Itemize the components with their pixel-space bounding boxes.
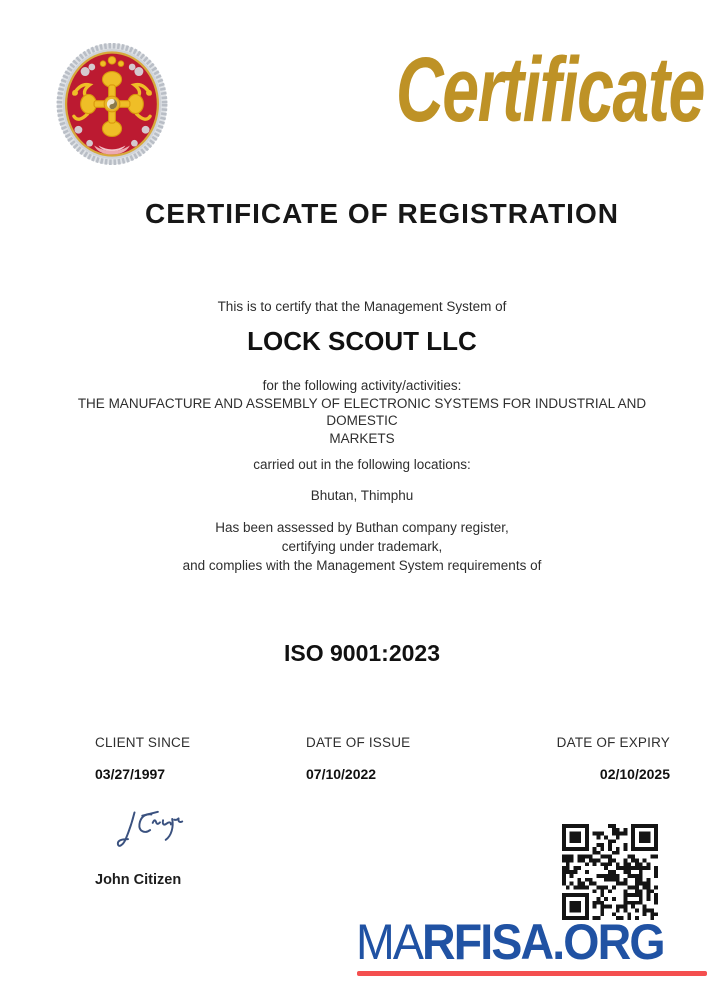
- brand-logo-link[interactable]: [356, 914, 664, 970]
- iso-standard: ISO 9001:2023: [283, 640, 440, 666]
- brand-rest: RFISA.ORG: [422, 914, 664, 970]
- activity-line: THE MANUFACTURE AND ASSEMBLY OF ELECTRONIC SYSTEMS FOR INDUSTRIAL AND: [77, 395, 647, 411]
- assessment-line: certifying under trademark,: [281, 539, 443, 554]
- assessment-block: [2, 518, 720, 575]
- locations-intro: carried out in the following locations:: [253, 457, 471, 472]
- client-since-column: [95, 735, 190, 782]
- signatory-name: John Citizen: [95, 872, 182, 888]
- activity-line: DOMESTIC: [326, 413, 398, 428]
- certificate-title: CERTIFICATE OF REGISTRATION: [145, 198, 619, 229]
- brand-prefix: MA: [356, 914, 423, 970]
- client-since-value: 03/27/1997: [95, 766, 166, 782]
- date-of-issue-column: [306, 735, 410, 782]
- activity-intro: for the following activity/activities:: [262, 378, 462, 393]
- bhutan-national-emblem-icon: [56, 42, 168, 166]
- assessment-line: and complies with the Management System requirements of: [182, 558, 542, 573]
- date-of-expiry-value: 02/10/2025: [599, 766, 670, 782]
- company-name: LOCK SCOUT LLC: [247, 326, 477, 356]
- assessment-line: Has been assessed by Buthan company register,: [215, 520, 509, 535]
- certificate-script-heading: Certificate: [395, 39, 704, 141]
- date-of-expiry-column: [557, 735, 670, 782]
- qr-code: [562, 824, 658, 920]
- activity-line: MARKETS: [329, 430, 395, 446]
- date-of-issue-label: DATE OF ISSUE: [306, 735, 411, 750]
- location-line: Bhutan, Thimphu: [310, 488, 414, 503]
- date-of-expiry-label: DATE OF EXPIRY: [556, 735, 670, 750]
- client-since-label: CLIENT SINCE: [95, 735, 191, 750]
- certify-line: This is to certify that the Management System of: [217, 299, 507, 314]
- date-of-issue-value: 07/10/2022: [306, 766, 377, 782]
- brand-underline: [357, 971, 707, 976]
- signature-icon: [108, 806, 200, 858]
- activity-block: [2, 377, 720, 447]
